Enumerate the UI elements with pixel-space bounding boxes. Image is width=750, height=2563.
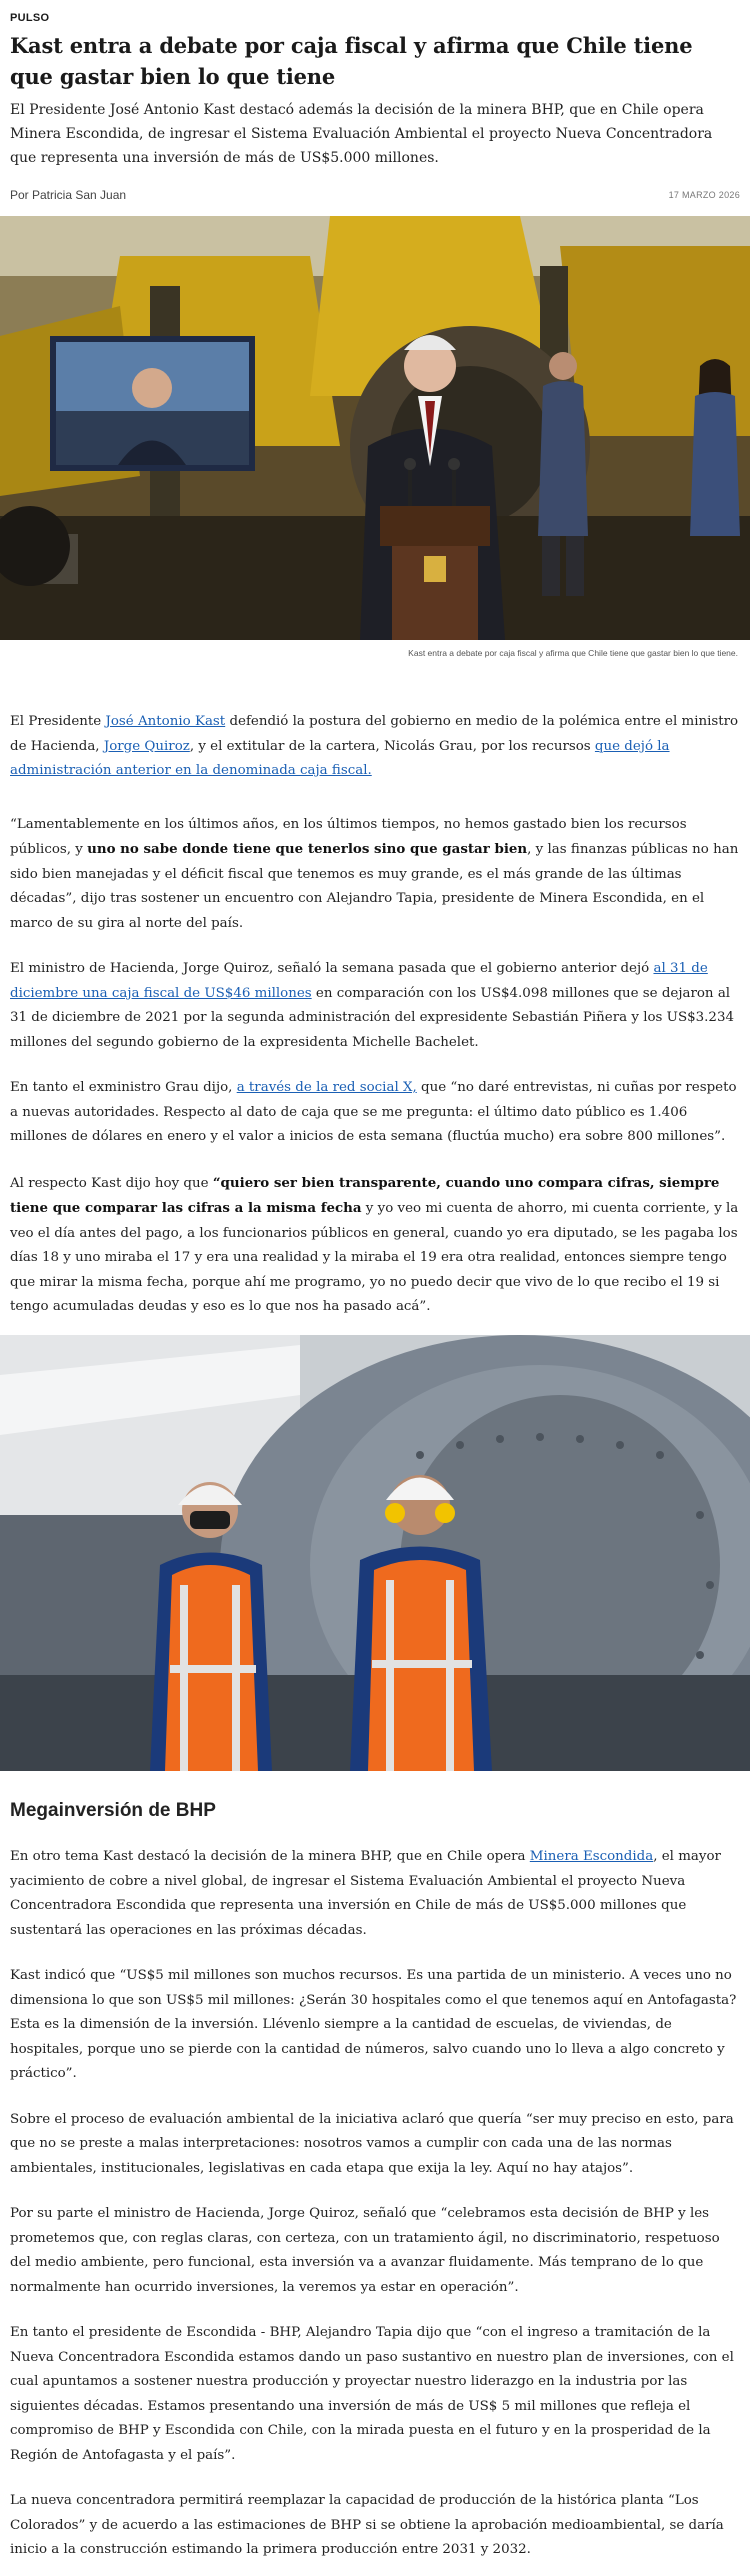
text-run: defendió la postura del gobierno en medio de la polémica entre el ministro de Hacienda, bbox=[10, 714, 739, 754]
link-minera-escondida[interactable]: Minera Escondida bbox=[529, 1849, 654, 1864]
link-jose-antonio-kast[interactable]: José Antonio Kast bbox=[105, 714, 226, 729]
paragraph-11: La nueva concentradora permitirá reemplazar la capacidad de producción de la histórica planta “Los Colorados” y de acuerdo a las estimaciones de BHP si se obtiene la aprobación medioambiental, se daría inicio a la construcción estimando la primera producción entre 2031 y 2032. bbox=[10, 2493, 724, 2557]
text-run: , y las finanzas públicas no han sido bien manejadas y el déficit fiscal que tenemos es muy grande, es el más grande de las últimas décadas”, dijo tras sostener un encuentro con Alejandro Tapia, presidente de Minera Escondida, en el marco de su gira al norte del país. bbox=[10, 842, 739, 931]
article-body bbox=[0, 662, 750, 1320]
text-run: Al respecto Kast dijo hoy que bbox=[10, 1175, 213, 1191]
text-run: “Lamentablemente en los últimos años, en los últimos tiempos, no hemos gastado bien los recursos públicos, y bbox=[10, 816, 687, 857]
article-body-2 bbox=[0, 1799, 750, 2563]
headline: Kast entra a debate por caja fiscal y afirma que Chile tiene que gastar bien lo que tiene bbox=[10, 33, 693, 89]
text-run: que “no daré entrevistas, ni cuñas por respeto a nuevas autoridades. Respecto al dato de caja que se me pregunta: el último dato público es 1.406 millones de dólares en enero y el valor a inicios de esta semana (fluctúa mucho) era sobre 800 millones”. bbox=[10, 1080, 737, 1144]
text-run: El ministro de Hacienda, Jorge Quiroz, señaló la semana pasada que el gobierno anterior dejó bbox=[10, 961, 654, 976]
paragraph-6 bbox=[10, 1845, 740, 1943]
link-red-social-x[interactable]: a través de la red social X, bbox=[236, 1080, 417, 1095]
text-run: , el mayor yacimiento de cobre a nivel global, de ingresar el Sistema Evaluación Ambiental el proyecto Nueva Concentradora Escondida que representa una inversión en Chile de más de US$5.000 millones que sustentará las operaciones en las próximas décadas. bbox=[10, 1849, 721, 1938]
deck: El Presidente José Antonio Kast destacó además la decisión de la minera BHP, que en Chile opera Minera Escondida, de ingresar el Sistema Evaluación Ambiental el proyecto Nueva Concentradora que representa una inversión de más de US$5.000 millones. bbox=[10, 102, 713, 166]
link-caja-fiscal[interactable]: que dejó la administración anterior en la denominada caja fiscal. bbox=[10, 738, 670, 778]
paragraph-2 bbox=[10, 813, 740, 937]
mining-photo-figure bbox=[0, 1335, 750, 1771]
paragraph-4 bbox=[10, 1076, 740, 1150]
publish-date: 17 MARZO 2026 bbox=[668, 190, 740, 200]
subheading: Megainversión de BHP bbox=[10, 1799, 216, 1821]
text-run: , y el extitular de la cartera, Nicolás Grau, por los recursos bbox=[189, 738, 595, 754]
lead-photo-caption: Kast entra a debate por caja fiscal y afirma que Chile tiene que gastar bien lo que tiene. bbox=[408, 648, 738, 658]
paragraph-8: Sobre el proceso de evaluación ambiental de la iniciativa aclaró que quería “ser muy preciso en esto, para que no se preste a malas interpretaciones: nosotros vamos a cumplir con cada una de las normas ambientales, institucionales, legislativas en cada etapa que exija la ley. Aquí no hay atajos”. bbox=[10, 2111, 734, 2176]
paragraph-3 bbox=[10, 957, 740, 1055]
bold-quote: uno no sabe donde tiene que tenerlos sino que gastar bien bbox=[87, 841, 528, 857]
text-run: En tanto el exministro Grau dijo, bbox=[10, 1080, 237, 1095]
lead-photo bbox=[0, 216, 750, 640]
paragraph-9: Por su parte el ministro de Hacienda, Jorge Quiroz, señaló que “celebramos esta decisión de BHP y les prometemos que, con reglas claras, con certeza, con un tratamiento ágil, no discriminatorio, respetuoso del medio ambiente, pero funcional, esta inversión va a avanzar fluidamente. Más temprano de lo que normalmente han ocurrido inversiones, la veremos ya estar en operación”. bbox=[10, 2206, 720, 2295]
text-run: El Presidente bbox=[10, 714, 106, 729]
text-run: en comparación con los US$4.098 millones que se dejaron al 31 de diciembre de 2021 por la segunda administración del expresidente Sebastián Piñera y los US$3.234 millones del segundo gobierno de la expresidenta Michelle Bachelet. bbox=[10, 985, 734, 1050]
mining-photo bbox=[0, 1335, 750, 1771]
byline-row bbox=[10, 186, 740, 204]
lead-photo-figure bbox=[0, 216, 750, 662]
section-label[interactable]: PULSO bbox=[10, 12, 50, 24]
paragraph-1 bbox=[10, 710, 740, 784]
link-caja-fiscal-diciembre[interactable]: al 31 de diciembre una caja fiscal de US$46 millones bbox=[10, 961, 708, 1001]
paragraph-10: En tanto el presidente de Escondida - BHP, Alejandro Tapia dijo que “con el ingreso a tramitación de la Nueva Concentradora Escondida estamos dando un paso sustantivo en nuestro plan de inversiones, con el cual apuntamos a sostener nuestra producción y proyectar nuestro liderazgo en la industria por las siguientes décadas. Estamos presentando una inversión de más de US$ 5 mil millones que refleja el compromiso de BHP y Escondida con Chile, con la mirada puesta en el futuro y en la prosperidad de la Región de Antofagasta y el país”. bbox=[10, 2325, 734, 2463]
bold-quote: “quiero ser bien transparente, cuando uno compara cifras, siempre tiene que comparar las cifras a la misma fecha bbox=[10, 1174, 720, 1216]
link-jorge-quiroz[interactable]: Jorge Quiroz bbox=[103, 738, 190, 754]
paragraph-7: Kast indicó que “US$5 mil millones son muchos recursos. Es una partida de un ministerio. A veces uno no dimensiona lo que son US$5 mil millones: ¿Serán 30 hospitales como el que tenemos aquí en Antofagasta? Esta es la dimensión de la inversión. Llévenlo siempre a la cantidad de escuelas, de viviendas, de hospitales, porque uno se pierde con la cantidad de números, salvo cuando uno lo lleva a algo concreto y práctico”. bbox=[10, 1968, 737, 2081]
text-run: y yo veo mi cuenta de ahorro, mi cuenta corriente, y la veo el día antes del pago, a los funcionarios públicos en general, cuando yo era diputado, se les pagaba los días 18 y uno miraba el 17 y era una realidad y la miraba el 19 era otra realidad, entonces siempre tengo que mirar la misma fecha, porque ahí me programo, yo no puedo decir que vivo de lo que recibo el 19 si tengo acumuladas deudas y eso es lo que nos ha pasado acá”. bbox=[10, 1201, 739, 1314]
byline[interactable]: Por Patricia San Juan bbox=[10, 188, 127, 202]
text-run: En otro tema Kast destacó la decisión de la minera BHP, que en Chile opera bbox=[10, 1849, 530, 1864]
paragraph-5 bbox=[10, 1171, 740, 1320]
